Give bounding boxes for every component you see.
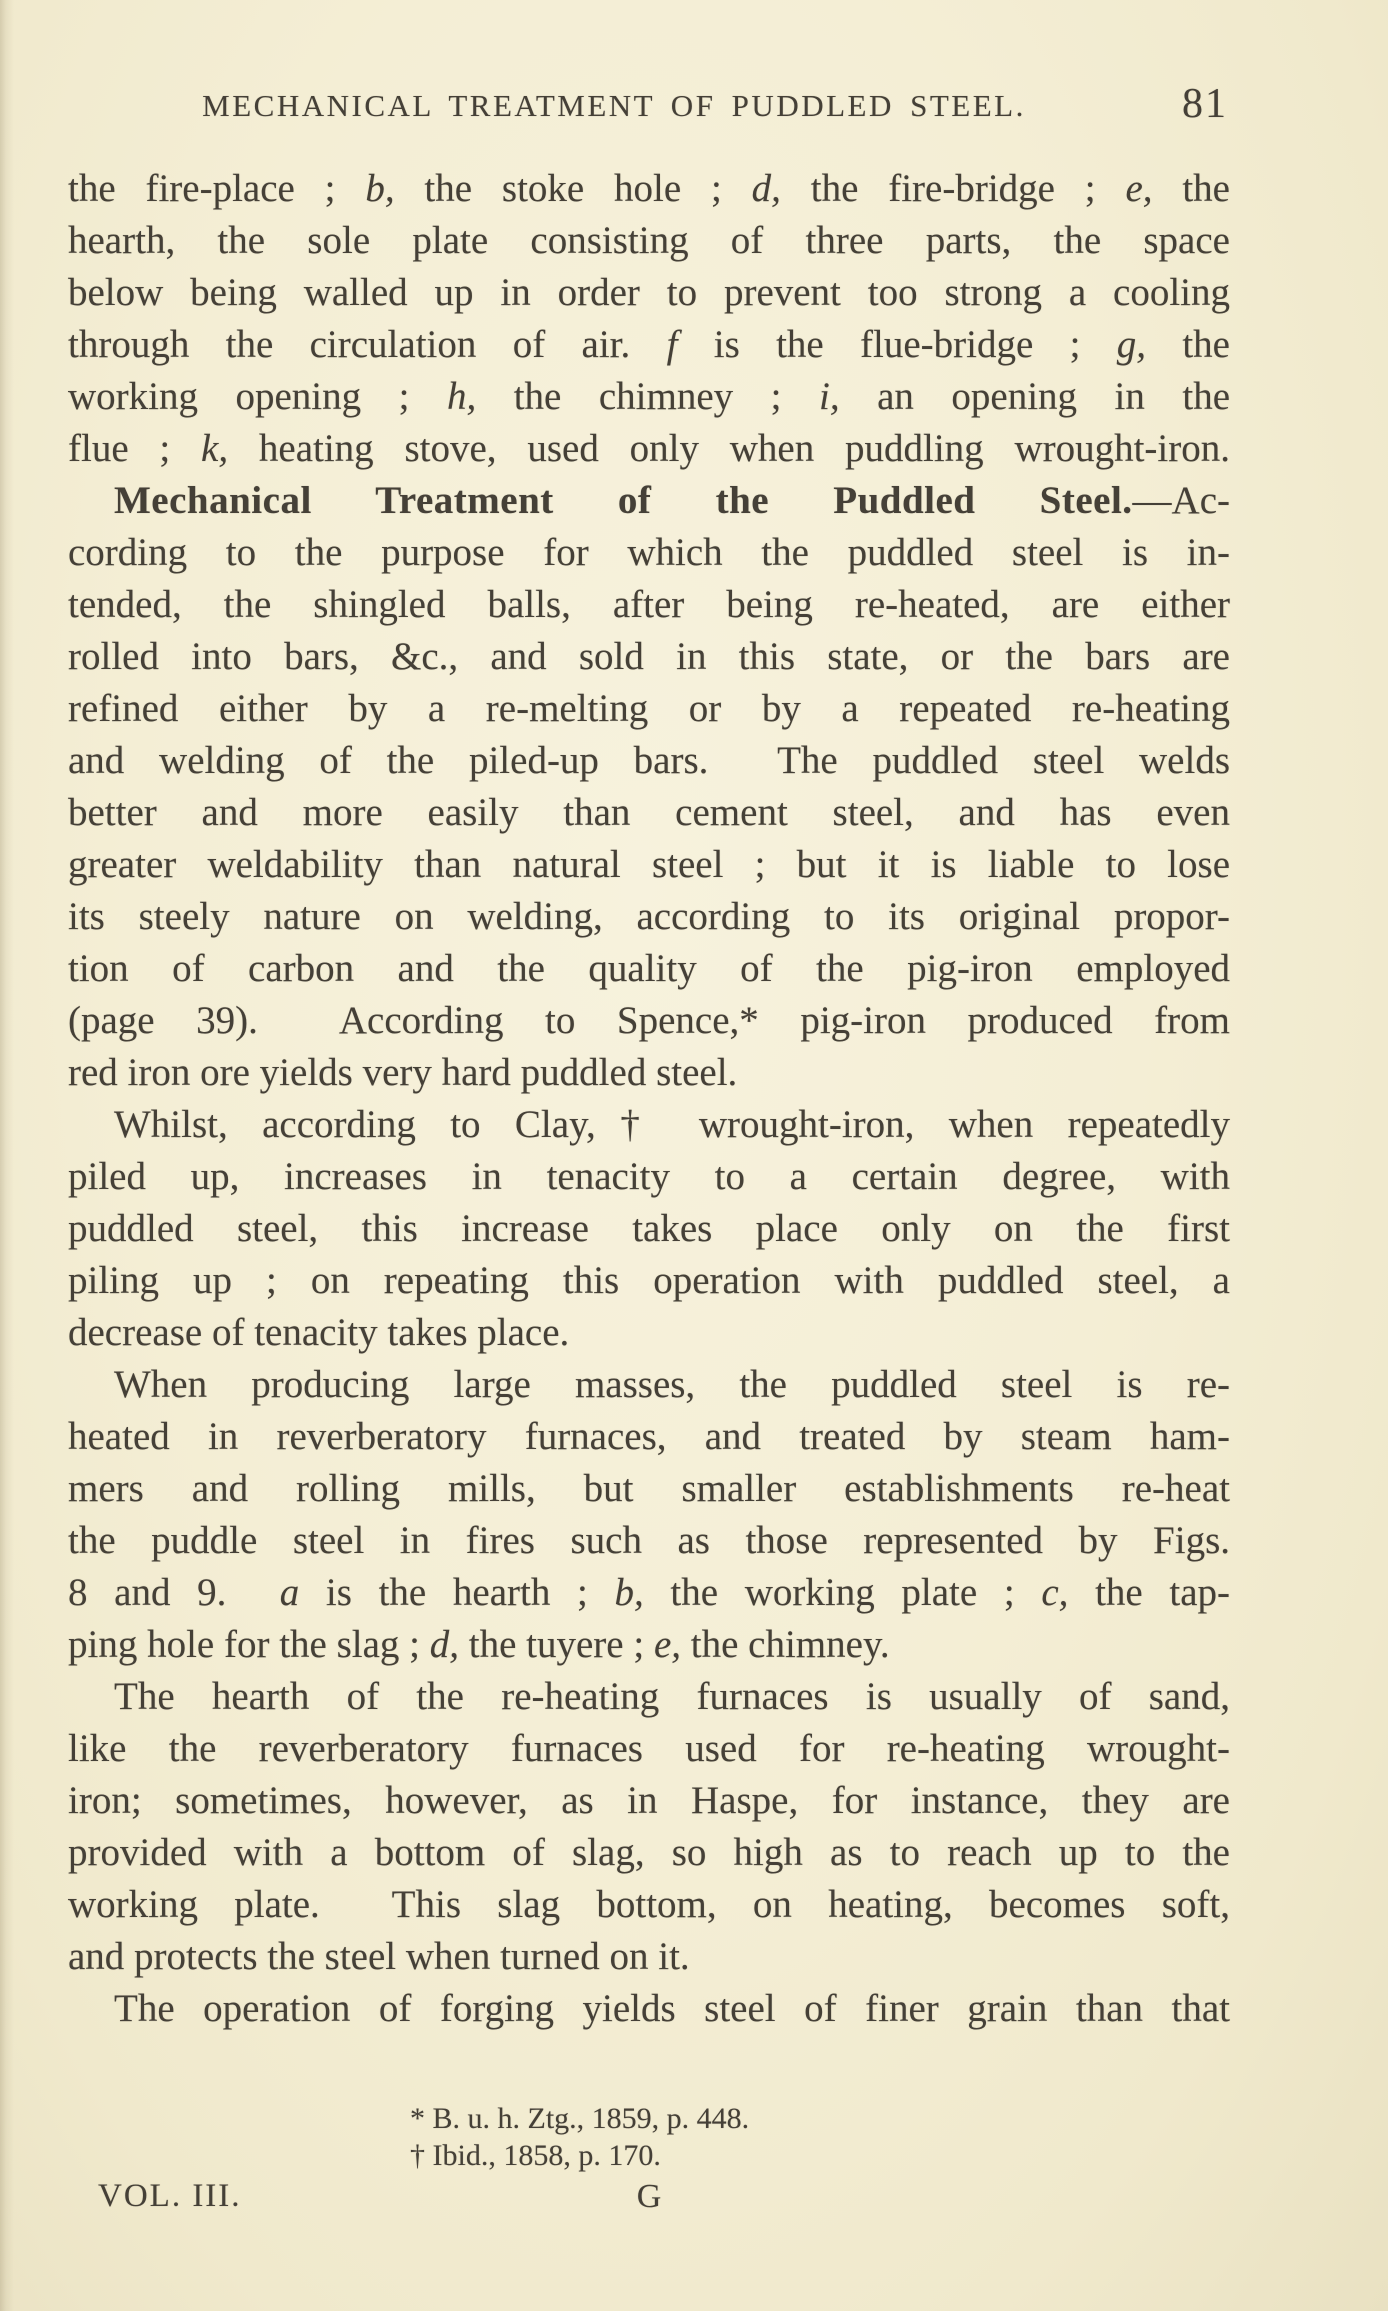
text-run: mers and rolling mills, but smaller establishments re-heat bbox=[68, 1467, 1230, 1510]
footnote-clay: † Ibid., 1858, p. 170. bbox=[410, 2139, 661, 2172]
text-run: The operation of forging yields steel of finer grain than that bbox=[114, 1987, 1230, 2030]
text-run: hearth, the sole plate consisting of three parts, the space bbox=[68, 219, 1230, 262]
text-run: heating stove, used only when puddling wrought-iron. bbox=[228, 427, 1230, 470]
body-text bbox=[68, 163, 1230, 2035]
page-footer bbox=[68, 2178, 1230, 2224]
text-run: is the hearth ; bbox=[299, 1571, 615, 1614]
text-run: puddled steel, this increase takes place only on the first bbox=[68, 1207, 1230, 1250]
text-line bbox=[68, 1203, 1230, 1255]
text-run: through the circulation of air. bbox=[68, 323, 667, 366]
text-run: the stoke hole ; bbox=[394, 167, 752, 210]
text-run: like the reverberatory furnaces used for re-heating wrought- bbox=[68, 1727, 1230, 1770]
text-run: the chimney. bbox=[681, 1623, 890, 1666]
text-run: below being walled up in order to prevent too strong a cooling bbox=[68, 271, 1230, 314]
text-line bbox=[68, 1619, 1230, 1671]
text-line bbox=[68, 1515, 1230, 1567]
text-line bbox=[68, 787, 1230, 839]
text-run: decrease of tenacity takes place. bbox=[68, 1311, 570, 1354]
text-line bbox=[68, 1775, 1230, 1827]
text-line bbox=[68, 1671, 1230, 1723]
running-header bbox=[68, 81, 1230, 134]
text-run: Whilst, according to Clay,† wrought-iron, when repeatedly bbox=[114, 1103, 1230, 1146]
text-run: provided with a bottom of slag, so high as to reach up to the bbox=[68, 1831, 1230, 1874]
text-run: rolled into bars, &c., and sold in this state, or the bars are bbox=[68, 635, 1230, 678]
text-line bbox=[68, 891, 1230, 943]
text-line bbox=[68, 1047, 1230, 1099]
italic-run: a bbox=[279, 1571, 300, 1614]
text-run: is the flue-bridge ; bbox=[677, 323, 1117, 366]
signature-mark: G bbox=[636, 2178, 662, 2215]
italic-run: b, bbox=[365, 167, 395, 210]
text-line bbox=[68, 683, 1230, 735]
text-line bbox=[68, 1463, 1230, 1515]
text-line bbox=[68, 1931, 1230, 1983]
text-run: the puddle steel in fires such as those represented by Figs. bbox=[68, 1519, 1230, 1562]
bold-run: Mechanical Treatment of the Puddled Steel. bbox=[114, 479, 1133, 522]
text-line bbox=[68, 579, 1230, 631]
text-run: the chimney ; bbox=[476, 375, 819, 418]
text-line bbox=[68, 1151, 1230, 1203]
text-run: and protects the steel when turned on it. bbox=[68, 1935, 690, 1978]
italic-run: h, bbox=[446, 375, 477, 418]
text-line bbox=[68, 631, 1230, 683]
text-run: and welding of the piled-up bars. The puddled steel welds bbox=[68, 739, 1230, 782]
italic-run: c, bbox=[1041, 1571, 1069, 1614]
text-run: the tuyere ; bbox=[459, 1623, 654, 1666]
text-line bbox=[68, 163, 1230, 215]
text-run: the fire-bridge ; bbox=[780, 167, 1126, 210]
text-run: the bbox=[1152, 167, 1230, 210]
text-line bbox=[68, 319, 1230, 371]
footnote-spence: * B. u. h. Ztg., 1859, p. 448. bbox=[410, 2102, 750, 2135]
text-run: tended, the shingled balls, after being re-heated, are either bbox=[68, 583, 1230, 626]
text-line bbox=[68, 1255, 1230, 1307]
italic-run: f bbox=[666, 323, 678, 366]
page-number: 81 bbox=[1182, 81, 1228, 127]
running-header-title: MECHANICAL TREATMENT OF PUDDLED STEEL. bbox=[202, 88, 1026, 123]
text-line bbox=[68, 267, 1230, 319]
text-line bbox=[68, 527, 1230, 579]
text-line bbox=[68, 839, 1230, 891]
volume-label: VOL. III. bbox=[98, 2178, 242, 2214]
text-line bbox=[68, 1567, 1230, 1619]
text-line bbox=[68, 1723, 1230, 1775]
text-run: iron; sometimes, however, as in Haspe, for instance, they are bbox=[68, 1779, 1230, 1822]
text-run: the fire-place ; bbox=[68, 167, 366, 210]
text-line bbox=[68, 1359, 1230, 1411]
italic-run: e, bbox=[1125, 167, 1153, 210]
text-run: tion of carbon and the quality of the pig-iron employed bbox=[68, 947, 1230, 990]
italic-run: b, bbox=[614, 1571, 644, 1614]
text-line bbox=[68, 1879, 1230, 1931]
text-line bbox=[68, 1983, 1230, 2035]
text-run: ping hole for the slag ; bbox=[68, 1623, 430, 1666]
text-run: cording to the purpose for which the puddled steel is in- bbox=[68, 531, 1230, 574]
italic-run: d, bbox=[429, 1623, 460, 1666]
text-run: the tap- bbox=[1068, 1571, 1231, 1614]
text-run: (page 39). According to Spence,* pig-iron produced from bbox=[68, 999, 1230, 1042]
text-run: When producing large masses, the puddled steel is re- bbox=[114, 1363, 1230, 1406]
text-run: the bbox=[1146, 323, 1230, 366]
text-line bbox=[68, 1099, 1230, 1151]
italic-run: i, bbox=[818, 375, 840, 418]
text-line bbox=[68, 943, 1230, 995]
text-line bbox=[68, 1827, 1230, 1879]
text-run: —Ac- bbox=[1132, 479, 1230, 522]
text-run: the working plate ; bbox=[643, 1571, 1042, 1614]
text-run: its steely nature on welding, according to its original propor- bbox=[68, 895, 1230, 938]
footnotes bbox=[410, 2100, 749, 2174]
text-line bbox=[68, 423, 1230, 475]
italic-run: g, bbox=[1116, 323, 1147, 366]
text-run: flue ; bbox=[68, 427, 202, 470]
italic-run: d, bbox=[751, 167, 781, 210]
text-run: working plate. This slag bottom, on heating, becomes soft, bbox=[68, 1883, 1230, 1926]
text-line bbox=[68, 215, 1230, 267]
text-run: piling up ; on repeating this operation with puddled steel, a bbox=[68, 1259, 1230, 1302]
italic-run: e, bbox=[653, 1623, 682, 1666]
text-line bbox=[68, 371, 1230, 423]
text-line bbox=[68, 1307, 1230, 1359]
text-run: refined either by a re-melting or by a repeated re-heating bbox=[68, 687, 1230, 730]
text-line bbox=[68, 995, 1230, 1047]
text-run: 8 and 9. bbox=[68, 1571, 280, 1614]
text-run: better and more easily than cement steel, and has even bbox=[68, 791, 1230, 834]
italic-run: k, bbox=[201, 427, 229, 470]
text-run: The hearth of the re-heating furnaces is usually of sand, bbox=[114, 1675, 1230, 1718]
text-line bbox=[68, 735, 1230, 787]
text-run: greater weldability than natural steel ; but it is liable to lose bbox=[68, 843, 1230, 886]
text-line bbox=[68, 475, 1230, 527]
text-run: an opening in the bbox=[839, 375, 1231, 418]
text-run: working opening ; bbox=[68, 375, 447, 418]
text-run: heated in reverberatory furnaces, and treated by steam ham- bbox=[68, 1415, 1230, 1458]
text-run: piled up, increases in tenacity to a certain degree, with bbox=[68, 1155, 1230, 1198]
text-line bbox=[68, 1411, 1230, 1463]
text-run: red iron ore yields very hard puddled steel. bbox=[68, 1051, 738, 1094]
